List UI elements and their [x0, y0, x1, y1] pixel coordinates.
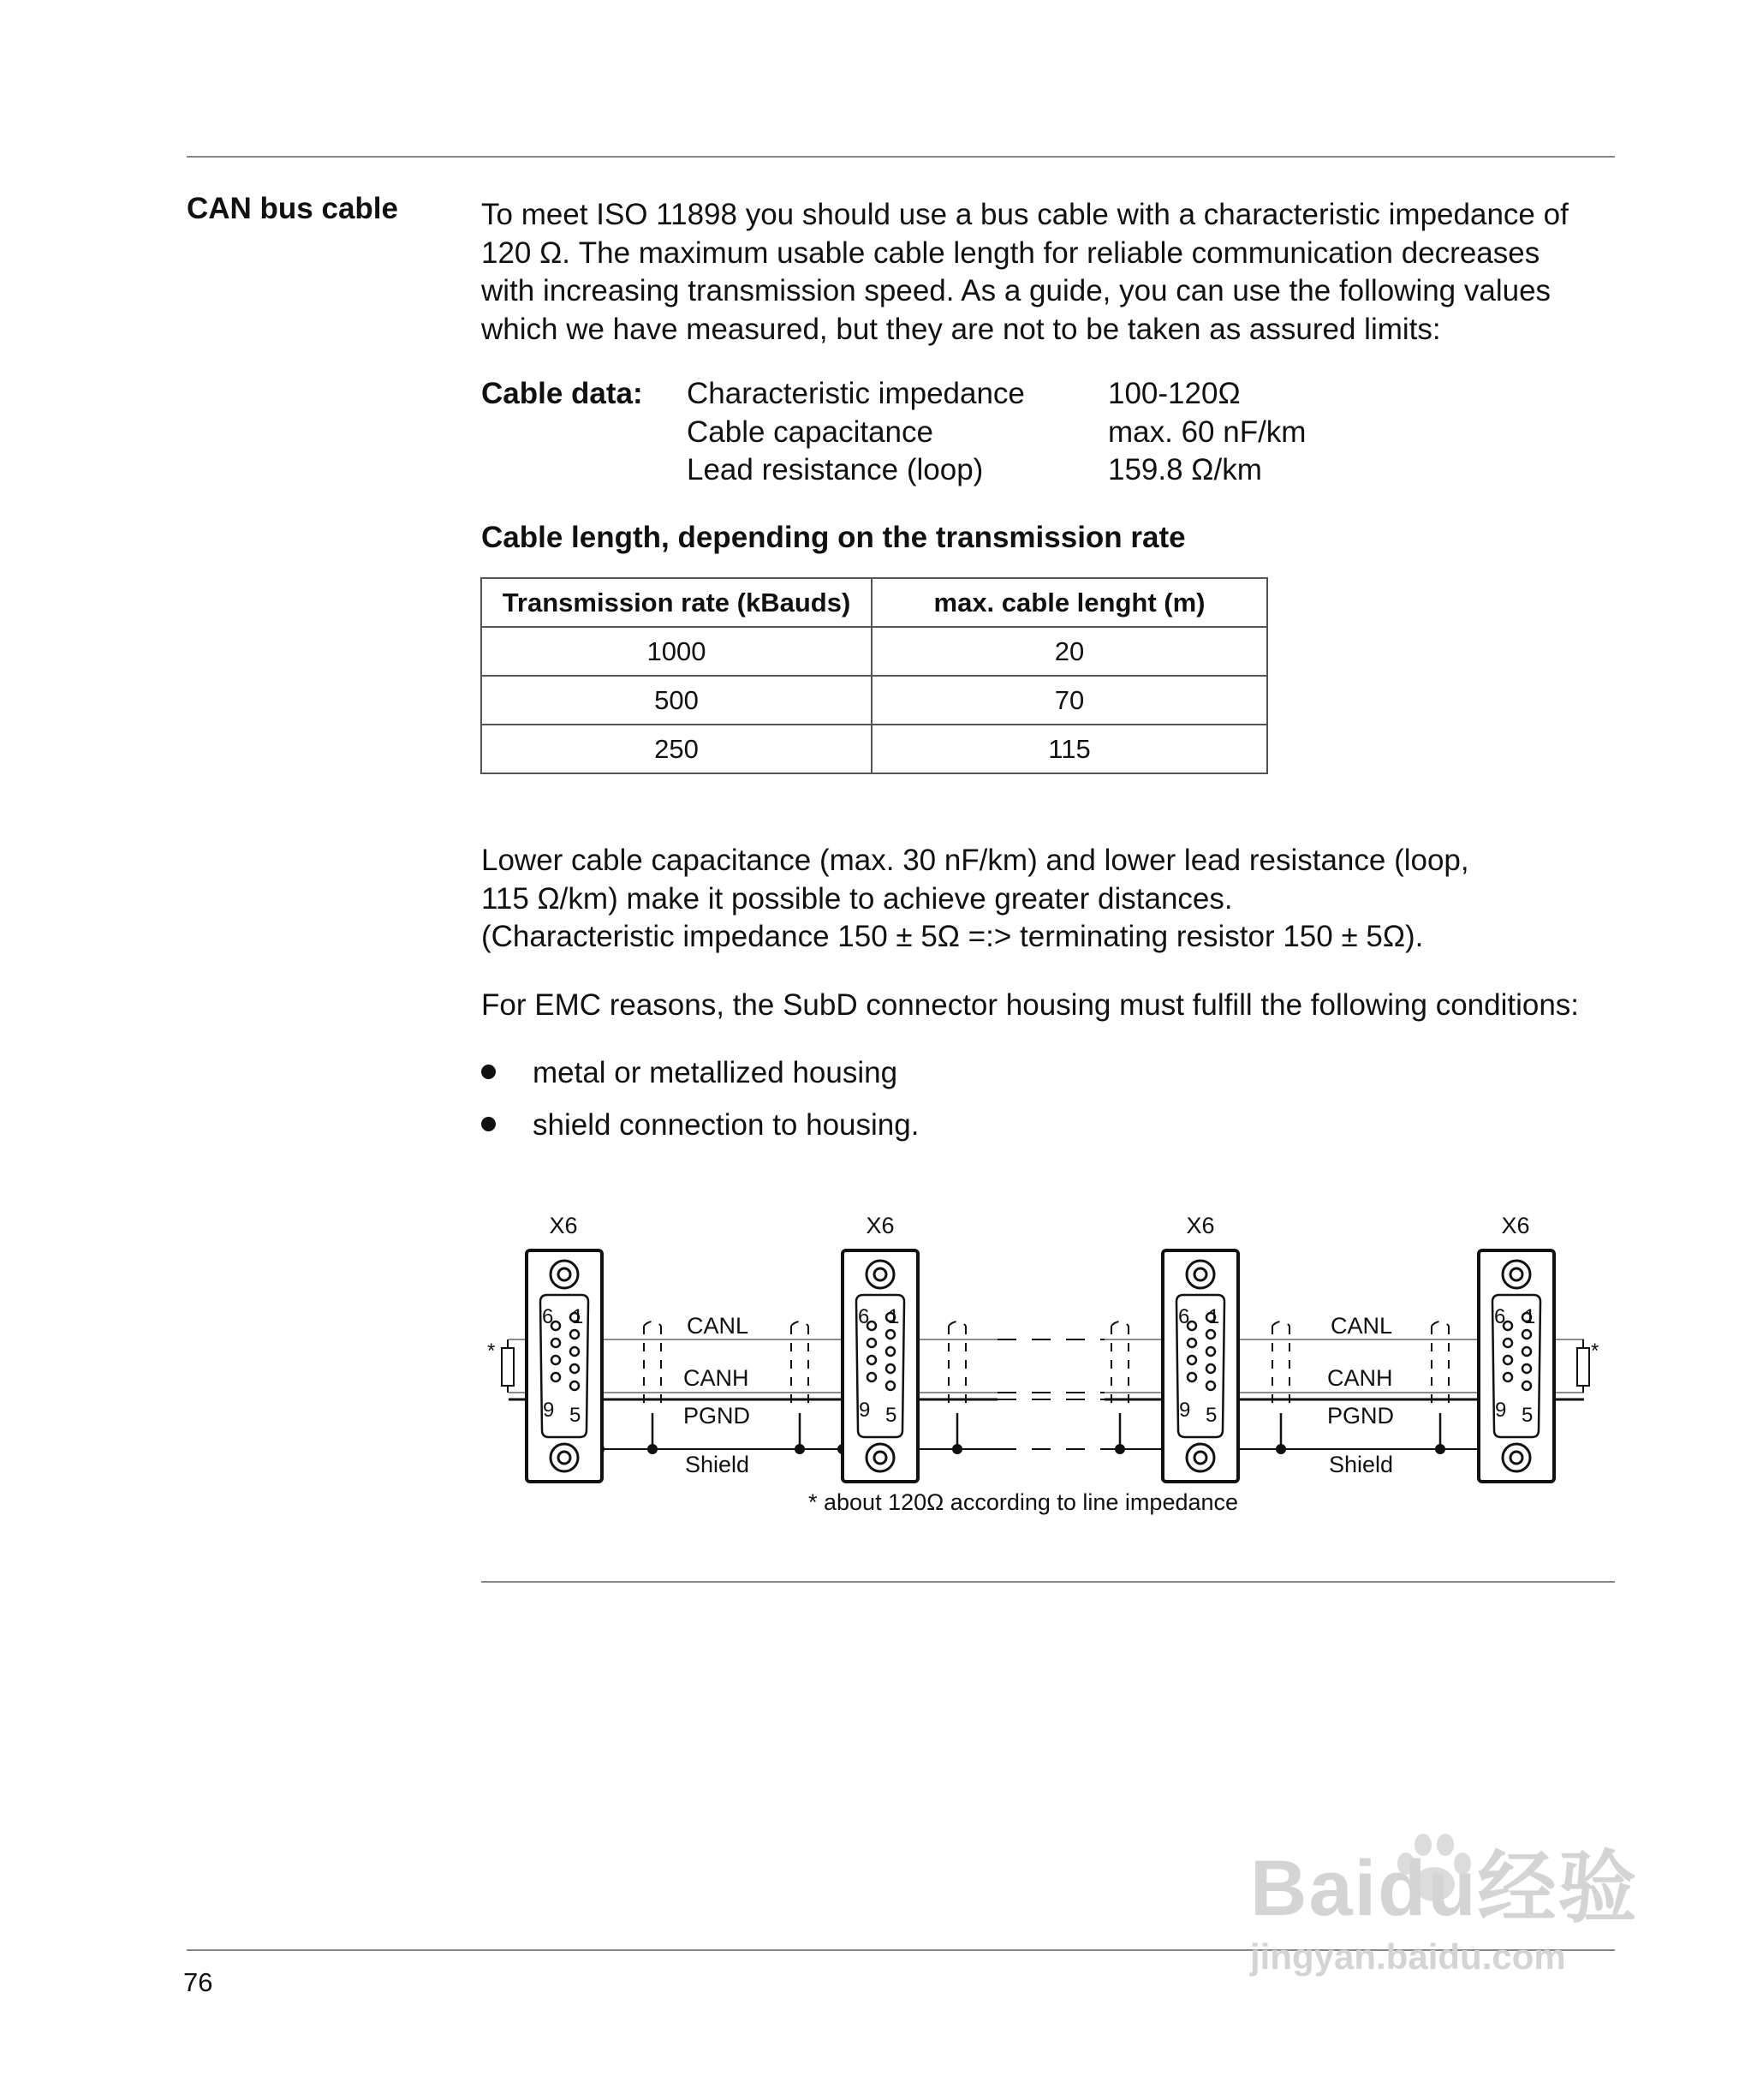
signal-label-pgnd: PGND: [1327, 1403, 1395, 1429]
pin-number: 5: [569, 1404, 581, 1427]
lower-line: (Characteristic impedance 150 ± 5Ω =:> terminating resistor 150 ± 5Ω).: [481, 920, 1424, 953]
pin-number: 1: [888, 1305, 900, 1328]
signal-label-canh: CANH: [683, 1365, 749, 1391]
cable-data-name: Cable capacitance: [687, 415, 933, 449]
signal-label-canl: CANL: [1331, 1313, 1393, 1339]
connector-1: [527, 1250, 602, 1482]
signal-label-pgnd: PGND: [683, 1403, 751, 1429]
bullet-text: metal or metallized housing: [533, 1056, 898, 1089]
pin-number: 1: [572, 1305, 584, 1328]
signal-label-canh: CANH: [1327, 1365, 1393, 1391]
pin-number: 6: [542, 1305, 554, 1328]
watermark-brand: Baidu经验: [1250, 1845, 1639, 1932]
connector-label: X6: [1501, 1213, 1530, 1238]
table-cell: 115: [872, 725, 1267, 773]
intro-line: 120 Ω. The maximum usable cable length for reliable communication decreases: [481, 236, 1540, 270]
watermark-url: jingyan.baidu.com: [1250, 1936, 1566, 1977]
terminator-mark: *: [487, 1339, 496, 1363]
section-end-rule: [481, 1581, 1615, 1583]
page-number: 76: [183, 1967, 213, 1997]
table-heading: Cable length, depending on the transmission rate: [481, 521, 1186, 554]
intro-line: with increasing transmission speed. As a guide, you can use the following values: [481, 274, 1552, 307]
terminator-mark: *: [1591, 1339, 1599, 1363]
table-cell: 1000: [481, 627, 872, 676]
cable-data-label: Cable data:: [481, 377, 643, 410]
watermark: [1250, 1846, 1639, 1978]
pin-number: 9: [543, 1399, 555, 1422]
pin-number: 1: [1208, 1305, 1220, 1328]
pin-number: 6: [1494, 1305, 1506, 1328]
pin-number: 9: [859, 1399, 871, 1422]
intro-line: To meet ISO 11898 you should use a bus cable with a characteristic impedance of: [481, 198, 1569, 231]
table-cell: 500: [481, 676, 872, 725]
section-label: CAN bus cable: [187, 192, 398, 225]
pin-number: 6: [1178, 1305, 1190, 1328]
terminator-resistor-right: [1577, 1348, 1589, 1386]
cable-data-name: Characteristic impedance: [687, 377, 1025, 410]
cable-data-name: Lead resistance (loop): [687, 453, 984, 486]
pin-number: 5: [1206, 1404, 1218, 1427]
cable-data-value: 100-120Ω: [1108, 377, 1241, 410]
pin-number: 5: [885, 1404, 897, 1427]
pin-number: 9: [1495, 1399, 1507, 1422]
signal-label-shield: Shield: [685, 1452, 750, 1477]
connector-2: [843, 1250, 918, 1482]
lower-line: 115 Ω/km) make it possible to achieve greater distances.: [481, 881, 1233, 916]
diagram-footnote: * about 120Ω according to line impedance: [808, 1489, 1239, 1515]
terminator-resistor-left: [502, 1348, 514, 1386]
connector-label: X6: [866, 1213, 895, 1238]
cable-data-value: max. 60 nF/km: [1108, 415, 1307, 449]
column-header: max. cable lenght (m): [872, 578, 1267, 627]
lower-line: Lower cable capacitance (max. 30 nF/km) and lower lead resistance (loop,: [481, 844, 1469, 877]
table-cell: 20: [872, 627, 1267, 676]
pin-number: 1: [1524, 1305, 1536, 1328]
intro-line: which we have measured, but they are not to be taken as assured limits:: [481, 312, 1441, 346]
cable-data-value: 159.8 Ω/km: [1108, 453, 1262, 486]
pin-number: 5: [1522, 1404, 1534, 1427]
emc-text: For EMC reasons, the SubD connector housing must fulfill the following conditions:: [481, 988, 1580, 1022]
connector-label: X6: [1186, 1213, 1215, 1238]
table-cell: 70: [872, 676, 1267, 725]
signal-label-canl: CANL: [687, 1313, 749, 1339]
connector-4: [1479, 1250, 1554, 1482]
column-header: Transmission rate (kBauds): [481, 578, 872, 627]
table-cell: 250: [481, 725, 872, 773]
connector-3: [1163, 1250, 1238, 1482]
connector-label: X6: [549, 1213, 578, 1238]
bullet-text: shield connection to housing.: [533, 1108, 920, 1142]
signal-label-shield: Shield: [1329, 1452, 1394, 1477]
pin-number: 9: [1179, 1399, 1191, 1422]
pin-number: 6: [858, 1305, 870, 1328]
